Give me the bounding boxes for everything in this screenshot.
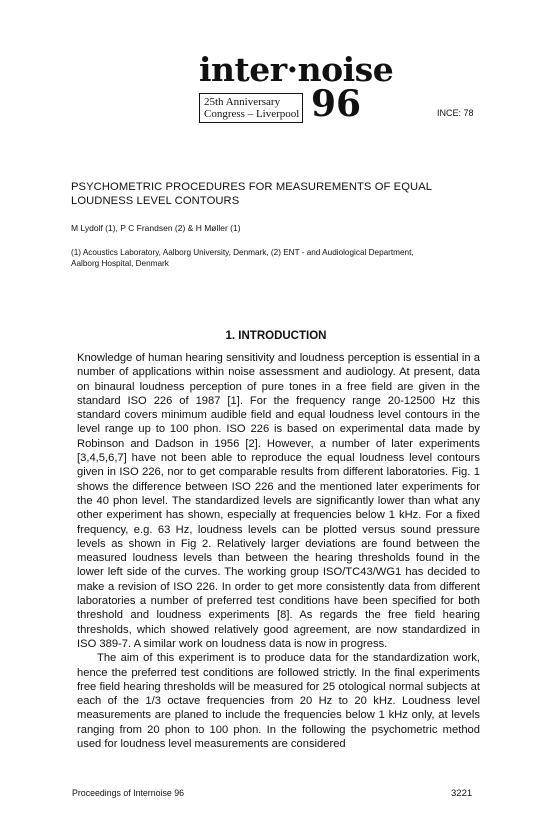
affiliation-line-1: (1) Acoustics Laboratory, Aalborg University, Denmark, (2) ENT - and Audiological Department, bbox=[71, 248, 414, 257]
section-heading: 1. INTRODUCTION bbox=[225, 330, 327, 342]
paper-title bbox=[71, 180, 471, 208]
anniversary-box bbox=[199, 93, 303, 123]
paragraph-1: Knowledge of human hearing sensitivity and loudness perception is essential in a number of applications within noise assessment and audiology. At present, data on binaural loudness perception of pure tones in a free field are given in the standard ISO 226 of 1987 [1]. For the frequency range 20-12500 Hz this standard covers minimum audible field and equal loudness level contours in the level range up to 100 phon. ISO 226 is based on experimental data made by Robinson and Dadson in 1956 [2]. However, a number of later experiments [3,4,5,6,7] have not been able to reproduce the equal loudness level contours given in ISO 226, nor to get comparable results from different laboratories. Fig. 1 shows the difference between ISO 226 and the mentioned later experiments for the 40 phon level. The standardized levels are significantly lower than what any other experiment has shown, especially at frequencies below 1 kHz. For a fixed frequency, e.g. 63 Hz, loudness levels can be plotted versus sound pressure levels as shown in Fig 2. Relatively larger deviations are found between the measured loudness levels than between the hearing thresholds found in the lower left side of the curves. The working group ISO/TC43/WG1 has decided to make a revision of ISO 226. In order to get more consistently data from different laboratories a number of preferred test conditions have been specified for both threshold and loudness experiments [8]. As regards the free field hearing thresholds, which showed relatively good agreement, are now standardized in ISO 389-7. A similar work on loudness data is now in progress. bbox=[77, 352, 480, 650]
anniversary-line-2: Congress – Liverpool bbox=[204, 108, 300, 120]
ince-code: INCE: 78 bbox=[437, 108, 474, 118]
body-text bbox=[77, 351, 480, 751]
anniversary-line-1: 25th Anniversary bbox=[204, 96, 281, 108]
conference-logo-wordmark: inter·noise bbox=[199, 50, 394, 89]
authors: M Lydolf (1), P C Frandsen (2) & H Møller (1) bbox=[71, 223, 241, 233]
affiliation-line-2: Aalborg Hospital, Denmark bbox=[71, 259, 169, 268]
conference-year: 96 bbox=[311, 83, 362, 125]
affiliations bbox=[71, 247, 491, 269]
title-line-2: LOUDNESS LEVEL CONTOURS bbox=[71, 195, 240, 207]
paragraph-2: The aim of this experiment is to produce data for the standardization work, hence the preferred test conditions are followed strictly. In the final experiments free field hearing thresholds will be measured for 25 otological normal subjects at each of the 1/3 octave frequencies from 20 Hz to 20 kHz. Loudness level measurements are planed to include the frequencies below 1 kHz only, at levels ranging from 20 phon to 100 phon. In the following the psychometric method used for loudness level measurements are considered bbox=[77, 652, 480, 751]
title-line-1: PSYCHOMETRIC PROCEDURES FOR MEASUREMENTS OF EQUAL bbox=[71, 181, 433, 193]
footer-page-number: 3221 bbox=[451, 788, 473, 799]
footer-proceedings: Proceedings of Internoise 96 bbox=[72, 788, 184, 798]
